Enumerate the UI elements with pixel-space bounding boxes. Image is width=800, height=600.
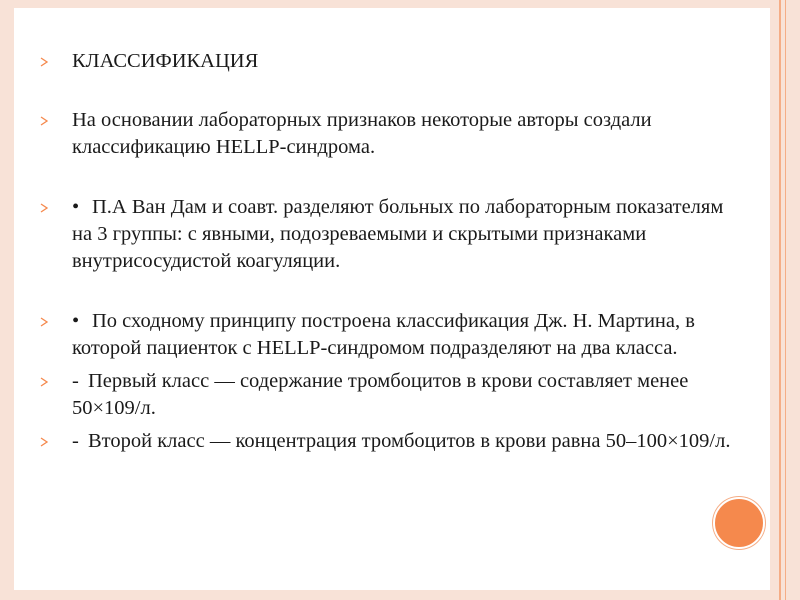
bullet-arrow-icon	[40, 203, 48, 213]
point-item-2	[40, 308, 740, 362]
point-item-4	[40, 428, 740, 455]
intro-item	[40, 107, 740, 161]
bullet-arrow-icon	[40, 437, 48, 447]
right-decorative-line-thin	[785, 0, 786, 600]
intro-text: На основании лабораторных признаков некоторые авторы создали классификацию HELLP-синдрома.	[72, 109, 652, 158]
heading-item	[40, 48, 740, 75]
slide-content	[40, 48, 740, 455]
point-marker: •	[72, 310, 80, 332]
right-decorative-line	[779, 0, 781, 600]
point-text: Второй класс — концентрация тромбоцитов в крови равна 50–100×109/л.	[88, 430, 731, 452]
bullet-arrow-icon	[40, 116, 48, 126]
point-marker: •	[72, 196, 80, 218]
bottom-border	[0, 590, 800, 600]
point-text: Первый класс — содержание тромбоцитов в крови составляет менее 50×109/л.	[72, 370, 689, 419]
point-text: По сходному принципу построена классификация Дж. Н. Мартина, в которой пациенток с HELLP-синдромом подразделяют на два класса.	[72, 310, 695, 359]
decorative-orange-circle	[713, 497, 765, 549]
top-border	[0, 0, 800, 8]
slide-heading: КЛАССИФИКАЦИЯ	[72, 50, 259, 72]
left-border	[0, 0, 14, 600]
bullet-arrow-icon	[40, 317, 48, 327]
point-text: П.А Ван Дам и соавт. разделяют больных по лабораторным показателям на 3 группы: с явными, подозреваемыми и скрытыми признаками внутрисосудистой коагуляции.	[72, 196, 724, 272]
point-item-3	[40, 368, 740, 422]
bullet-arrow-icon	[40, 377, 48, 387]
point-item-1	[40, 194, 740, 275]
point-marker: -	[72, 430, 79, 452]
bullet-arrow-icon	[40, 57, 48, 67]
point-marker: -	[72, 370, 79, 392]
